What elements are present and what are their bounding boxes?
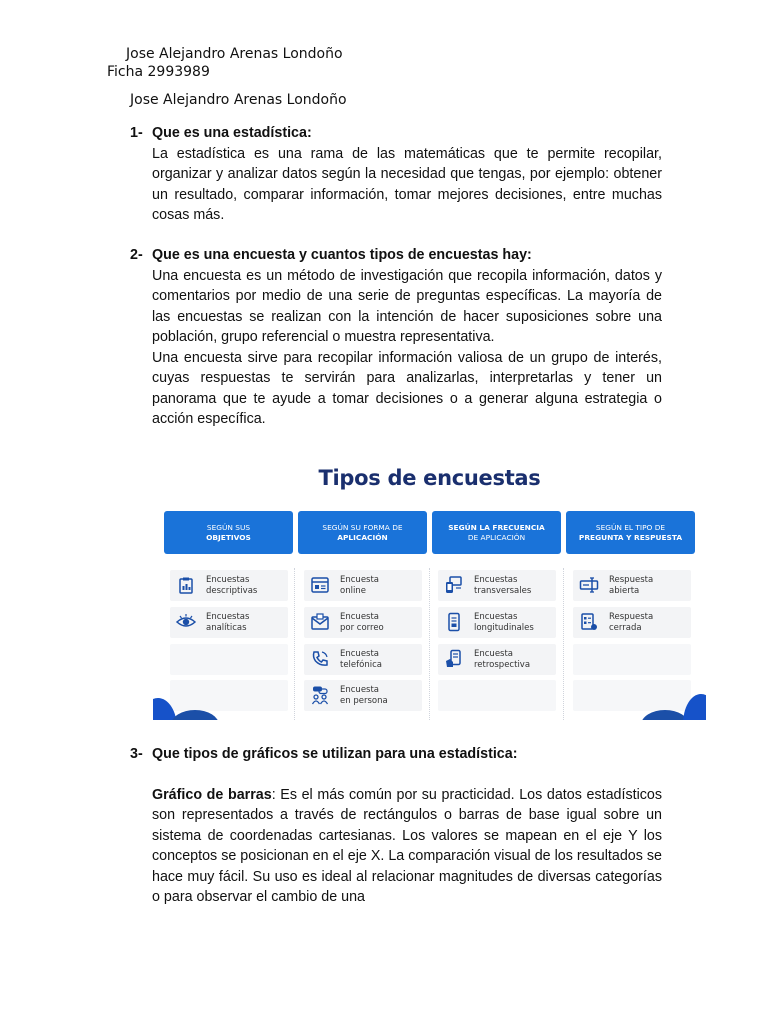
empty-cell: [573, 644, 691, 675]
survey-type-label: Encuesta: [340, 685, 380, 695]
empty-cell: [438, 680, 556, 711]
devices-icon: [444, 575, 464, 595]
mobile-icon: [444, 612, 464, 632]
survey-type-label: Encuesta: [340, 649, 380, 659]
decorative-shape: [171, 710, 219, 720]
column-header-frecuencia: [432, 511, 561, 554]
survey-type-descriptivas: [170, 570, 288, 601]
survey-type-retrospectiva: [438, 644, 556, 675]
survey-type-sublabel: retrospectiva: [474, 659, 531, 670]
column-header-emphasis: APLICACIÓN: [337, 532, 388, 542]
column-divider: [294, 568, 295, 720]
column-header-aplicacion: [298, 511, 427, 554]
survey-type-sublabel: en persona: [340, 695, 388, 706]
survey-type-analiticas: [170, 607, 288, 638]
survey-type-sublabel: longitudinales: [474, 622, 534, 633]
column-header-line: SEGÚN EL TIPO DE: [595, 522, 666, 532]
survey-type-longitudinales: [438, 607, 556, 638]
question-number: 1-: [130, 125, 143, 141]
survey-type-transversales: [438, 570, 556, 601]
survey-type-sublabel: analíticas: [206, 622, 247, 633]
survey-type-label: Encuestas: [206, 575, 250, 585]
question-number: 2-: [130, 247, 143, 263]
survey-type-telefonica: [304, 644, 422, 675]
question-title: Que tipos de gráficos se utilizan para una estadística:: [152, 746, 518, 762]
survey-type-label: Encuesta: [340, 612, 380, 622]
browser-icon: [310, 575, 330, 595]
ficha-number: Ficha 2993989: [107, 64, 210, 80]
survey-type-label: Respuesta: [609, 575, 654, 585]
mobile-hand-icon: [444, 649, 464, 669]
survey-type-label: Encuesta: [474, 649, 514, 659]
decorative-shape: [641, 710, 689, 720]
answer-paragraph: Una encuesta es un método de investigación que recopila información, datos y comentarios por medio de una serie de preguntas específicas. La mayoría de las encuestas se realizan con la intención de hacer suposiciones sobre una población, grupo referencial o muestra representativa.: [152, 267, 662, 345]
people-chat-icon: [310, 685, 330, 705]
question-3: [130, 744, 662, 908]
question-title: Que es una encuesta y cuantos tipos de encuestas hay:: [152, 247, 532, 263]
answer-paragraph: Una encuesta sirve para recopilar información valiosa de un grupo de interés, cuyas respuestas te servirán para analizarlas, interpretarlas y tener un panorama que te ayude a tomar decisiones o a generar alguna estrategia o acción específica.: [152, 349, 662, 427]
question-1: [130, 123, 662, 226]
column-header-emphasis: PREGUNTA Y RESPUESTA: [578, 532, 683, 542]
survey-type-sublabel: telefónica: [340, 659, 382, 670]
column-header-line: SEGÚN SUS: [206, 522, 251, 532]
survey-type-cerrada: [573, 607, 691, 638]
survey-type-persona: [304, 680, 422, 711]
survey-type-label: Respuesta: [609, 612, 654, 622]
column-header-emphasis: SEGÚN LA FRECUENCIA: [448, 522, 545, 532]
question-number: 3-: [130, 746, 143, 762]
envelope-icon: [310, 612, 330, 632]
survey-type-label: Encuestas: [206, 612, 250, 622]
checklist-icon: [579, 612, 599, 632]
survey-type-sublabel: descriptivas: [206, 585, 258, 596]
survey-type-correo: [304, 607, 422, 638]
term-bold: Gráfico de barras: [152, 786, 272, 803]
column-header-line: SEGÚN SU FORMA DE: [322, 522, 403, 532]
column-header-objetivos: [164, 511, 293, 554]
phone-icon: [310, 649, 330, 669]
survey-type-sublabel: transversales: [474, 585, 532, 596]
empty-cell: [573, 680, 691, 711]
answer-paragraph: [152, 785, 662, 908]
answer-paragraph: La estadística es una rama de las matemáticas que te permite recopilar, organizar y analizar datos según la necesidad que tengas, por ejemplo: obtener un resultado, comparar información, tomar mejores decisiones, entre muchas cosas más.: [152, 145, 662, 223]
column-header-line: DE APLICACIÓN: [467, 532, 526, 542]
infographic-title: Tipos de encuestas: [318, 466, 541, 490]
column-divider: [429, 568, 430, 720]
survey-type-sublabel: por correo: [340, 622, 384, 633]
survey-type-online: [304, 570, 422, 601]
survey-type-label: Encuesta: [340, 575, 380, 585]
survey-types-infographic: [153, 458, 706, 720]
survey-type-sublabel: online: [340, 585, 366, 596]
survey-type-sublabel: cerrada: [609, 622, 642, 633]
empty-cell: [170, 644, 288, 675]
column-divider: [563, 568, 564, 720]
survey-type-label: Encuestas: [474, 575, 518, 585]
survey-type-abierta: [573, 570, 691, 601]
author-name-repeat: Jose Alejandro Arenas Londoño: [130, 92, 347, 108]
question-2: [130, 245, 662, 430]
column-header-pregunta: [566, 511, 695, 554]
column-header-emphasis: OBJETIVOS: [206, 532, 251, 542]
question-title: Que es una estadística:: [152, 125, 312, 141]
empty-cell: [170, 680, 288, 711]
term-definition: : Es el más común por su practicidad. Los datos estadísticos son representados a través de rectángulos o barras de base igual sobre un sistema de coordenadas cartesianas. Los valores se mapean en el eje Y los conceptos se posicionan en el eje X. La comparación visual de los resultados se hace muy fácil. Su uso es ideal al relacionar magnitudes de diversas categorías o para observar el cambio de una: [152, 786, 662, 905]
author-name: Jose Alejandro Arenas Londoño: [126, 46, 343, 62]
clipboard-chart-icon: [176, 575, 196, 595]
survey-type-label: Encuestas: [474, 612, 518, 622]
text-cursor-icon: [579, 575, 599, 595]
survey-type-sublabel: abierta: [609, 585, 640, 596]
eye-icon: [176, 612, 196, 632]
